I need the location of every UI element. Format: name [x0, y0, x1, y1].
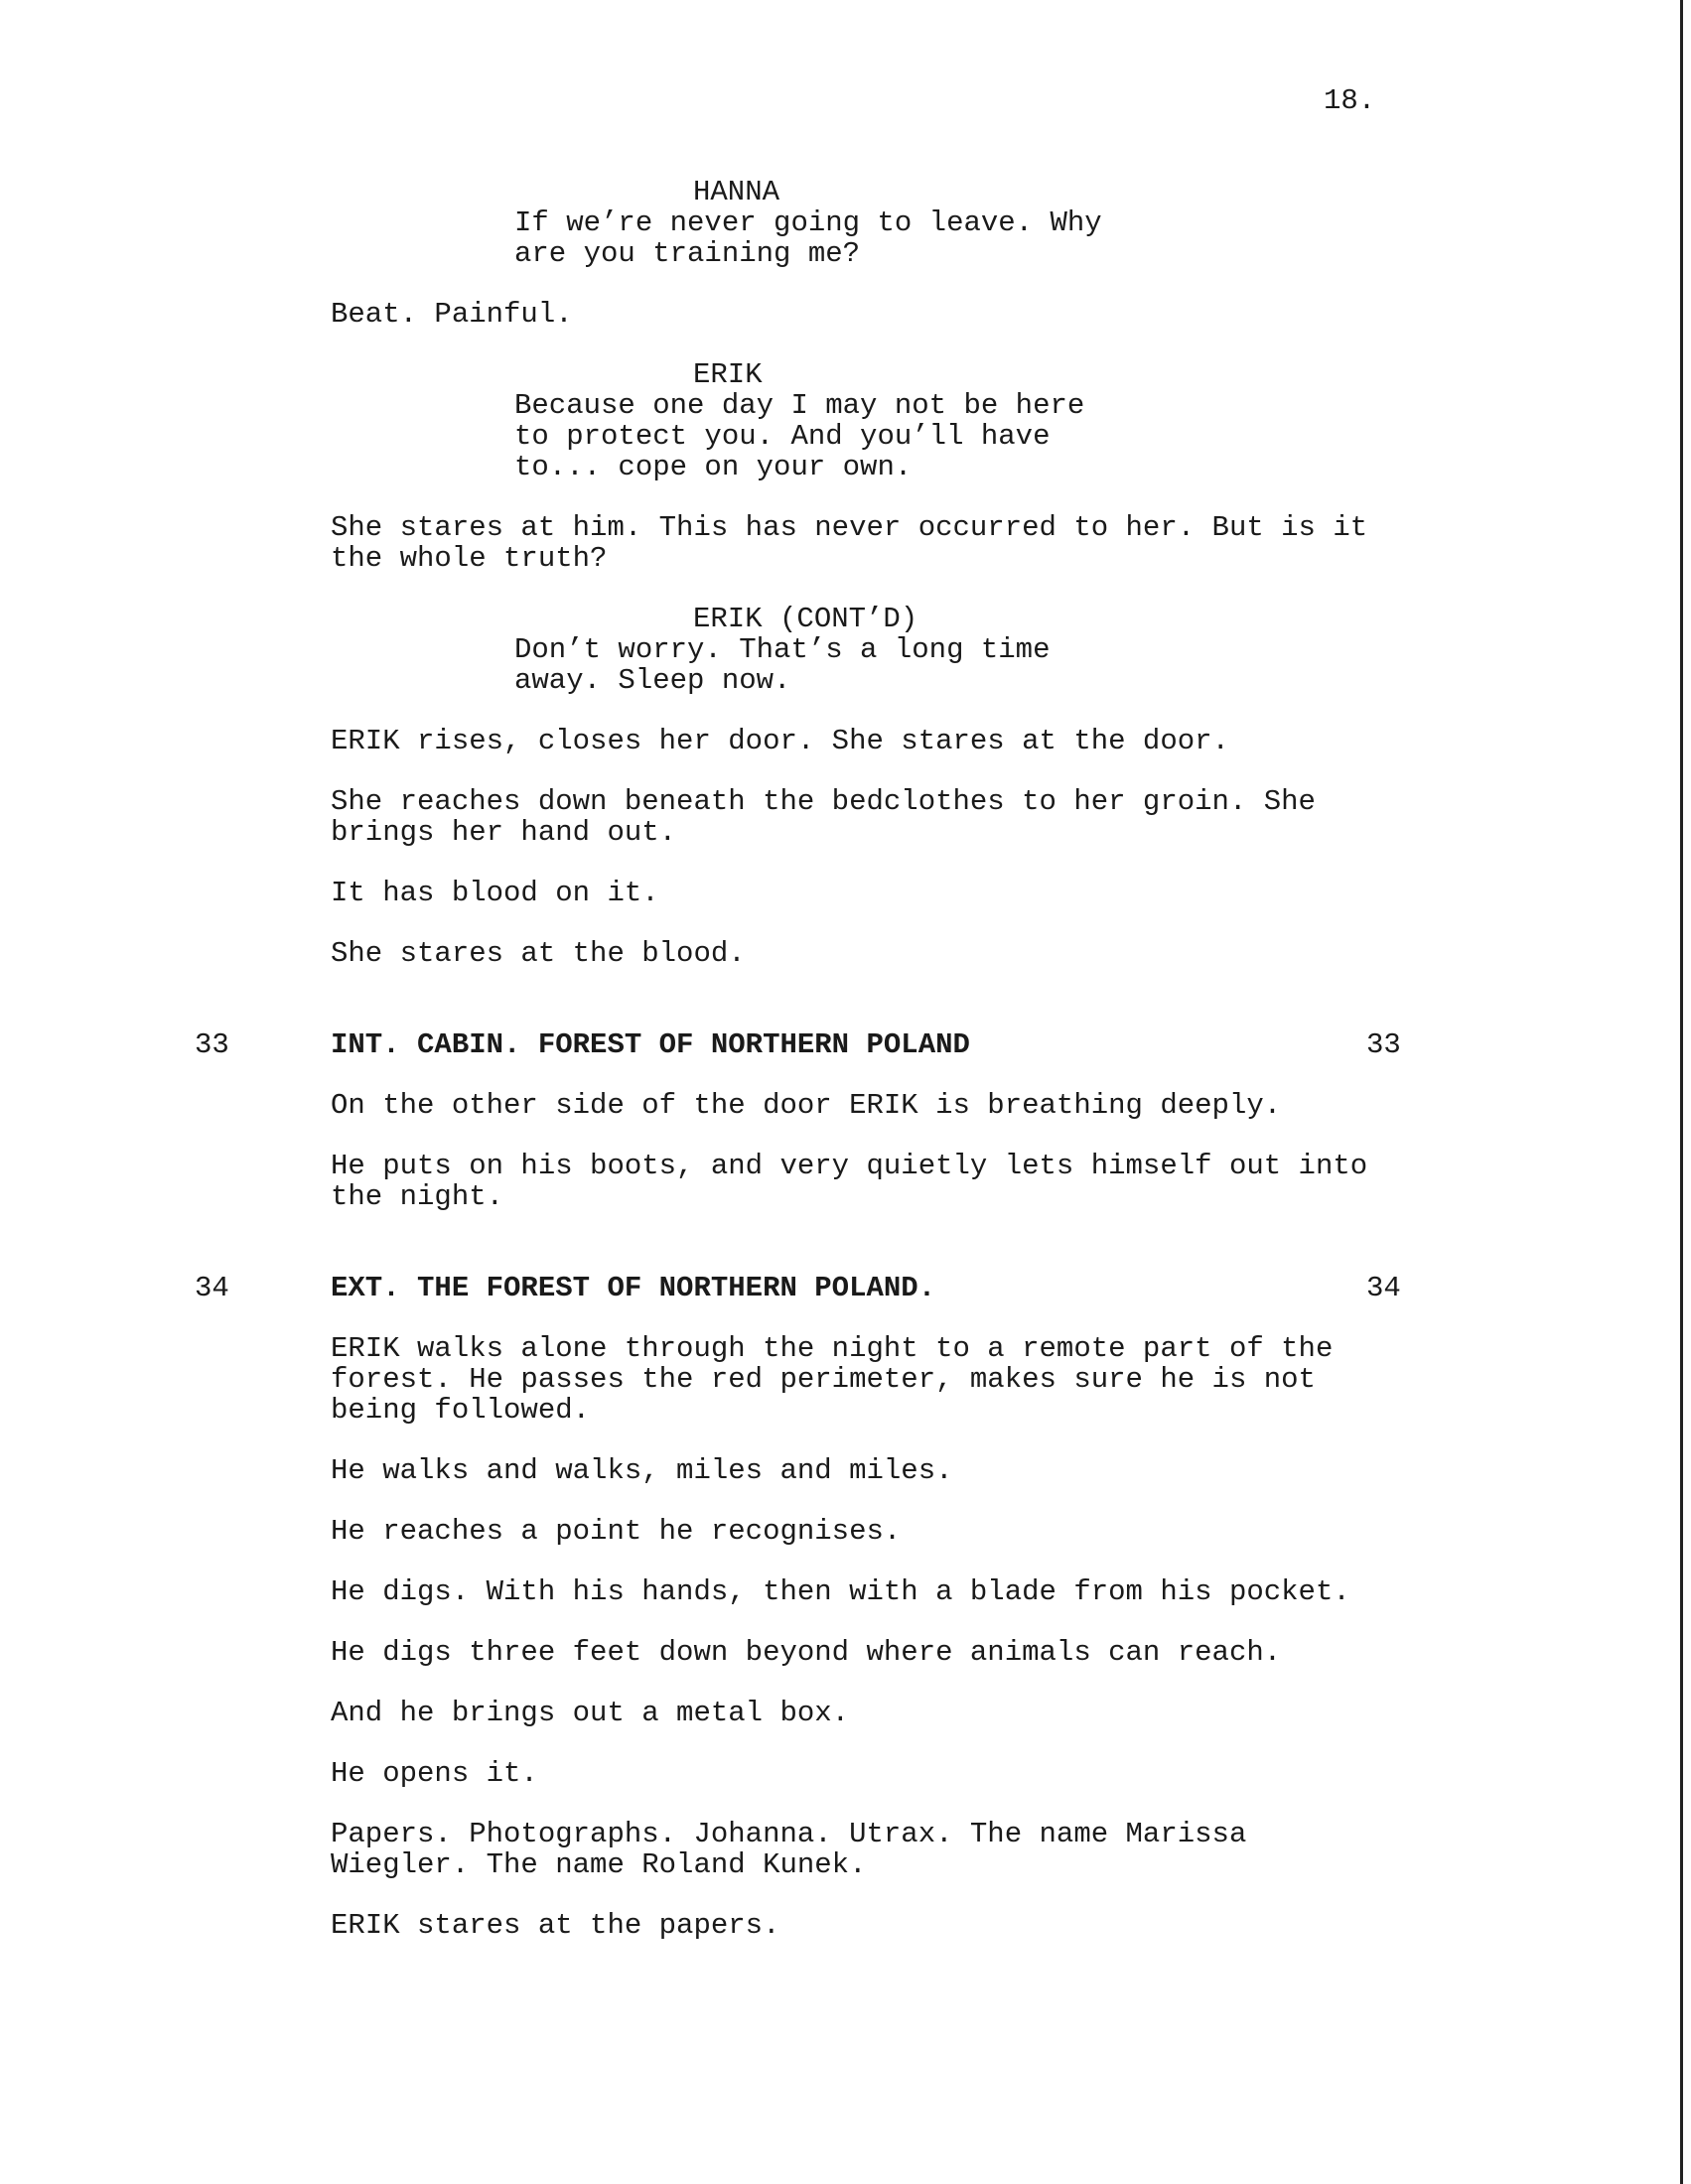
action-line: He puts on his boots, and very quietly lets himself out into [331, 1150, 1368, 1182]
scene-number-right: 33 [1366, 1028, 1401, 1061]
action-line: And he brings out a metal box. [331, 1697, 850, 1729]
dialogue-line: If we’re never going to leave. Why [514, 206, 1102, 239]
action-line: brings her hand out. [331, 816, 677, 849]
action-line: He walks and walks, miles and miles. [331, 1454, 953, 1487]
action-line: ERIK walks alone through the night to a remote part of the [331, 1332, 1334, 1365]
action-line: He digs. With his hands, then with a blade from his pocket. [331, 1575, 1350, 1608]
action-line: the whole truth? [331, 542, 608, 575]
dialogue-line: Because one day I may not be here [514, 389, 1085, 422]
character-name: ERIK [693, 358, 763, 391]
scene-number-left: 33 [195, 1028, 229, 1061]
dialogue-line: Don’t worry. That’s a long time [514, 633, 1051, 666]
page-number: 18. [1324, 84, 1376, 117]
action-line: ERIK stares at the papers. [331, 1909, 780, 1942]
action-line: Papers. Photographs. Johanna. Utrax. The name Marissa [331, 1818, 1247, 1850]
action-line: He opens it. [331, 1757, 538, 1790]
action-line: the night. [331, 1180, 504, 1213]
action-line: being followed. [331, 1394, 591, 1427]
dialogue-line: to... cope on your own. [514, 451, 913, 483]
action-line: On the other side of the door ERIK is breathing deeply. [331, 1089, 1282, 1122]
scene-heading: INT. CABIN. FOREST OF NORTHERN POLAND [331, 1028, 970, 1061]
action-line: Beat. Painful. [331, 298, 573, 331]
action-line: It has blood on it. [331, 877, 659, 909]
dialogue-line: away. Sleep now. [514, 664, 791, 697]
scene-number-left: 34 [195, 1272, 229, 1304]
action-line: Wiegler. The name Roland Kunek. [331, 1848, 867, 1881]
action-line: He reaches a point he recognises. [331, 1515, 902, 1548]
character-name: ERIK (CONT’D) [693, 603, 918, 635]
action-line: ERIK rises, closes her door. She stares at the door. [331, 725, 1229, 757]
action-line: She stares at him. This has never occurred to her. But is it [331, 511, 1368, 544]
dialogue-line: are you training me? [514, 237, 861, 270]
page-edge-line [1680, 0, 1683, 2184]
scene-number-right: 34 [1366, 1272, 1401, 1304]
action-line: forest. He passes the red perimeter, makes sure he is not [331, 1363, 1316, 1396]
action-line: She reaches down beneath the bedclothes to her groin. She [331, 785, 1316, 818]
dialogue-line: to protect you. And you’ll have [514, 420, 1051, 453]
scene-heading: EXT. THE FOREST OF NORTHERN POLAND. [331, 1272, 936, 1304]
action-line: He digs three feet down beyond where animals can reach. [331, 1636, 1282, 1669]
action-line: She stares at the blood. [331, 937, 746, 970]
character-name: HANNA [693, 176, 780, 208]
